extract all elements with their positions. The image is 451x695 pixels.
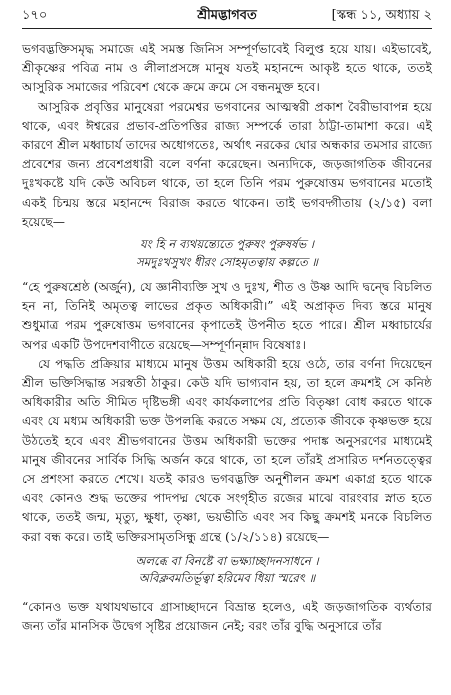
page-number: ১৭০ bbox=[22, 8, 48, 23]
verse-block-1 bbox=[22, 236, 432, 271]
paragraph-2: আসুরিক প্রবৃত্তির মানুষেরা পরমেশ্বর ভগবানের আত্মস্বরী প্রকাশ বৈরীভাবাপন্ন হয়ে থাকে, এবং ঈশ্বরের প্রভাব-প্রতিপত্তির রাজ্য সম্পর্কে তারা ঠাট্টা-তামাশা করে। এই কারণে শ্রীল মধ্বাচার্য তাদের অধোগতেঃ, অর্থাৎ নরকের ঘোর অন্ধকার তমসার রাজ্যে প্রবেশের জন্য প্রবেশপ্রধারী বলে বর্ণনা করেছেন। অন্যদিকে, জড়জাগতিক জীবনের দুঃখকষ্টে যদি কেউ অবিচল থাকে, তা হলে তিনি পরম পুরুষোত্তম ভগবানের মতোই একই চিন্ময় স্তরে মহানন্দে বিরাজ করতে থাকেন। তাই ভগবদ্গীতায় (২/১৫) বলা হয়েছে— bbox=[22, 99, 432, 229]
verse-block-2 bbox=[22, 553, 432, 588]
paragraph-4: যে পদ্ধতি প্রক্রিয়ার মাধ্যমে মানুষ উত্তম অধিকারী হয়ে ওঠে, তার বর্ণনা দিয়েছেন শ্রীল ভক্তিসিদ্ধান্ত সরস্বতী ঠাকুর। কেউ যদি ভাগ্যবান হয়, তা হলে ক্রমশই সে কনিষ্ঠ অধিকারীর অতি সীমিত দৃষ্টিভঙ্গী এবং কার্যকলাপের প্রতি বিতৃষ্ণা বোধ করতে থাকে এবং যে মধ্যম অধিকারী ভক্ত উপলব্ধি করতে সক্ষম যে, প্রত্যেক জীবকে কৃষ্ণভক্ত হয়ে উঠতেই হবে এবং শ্রীভগবানের উত্তম অধিকারী ভক্তের পদাঙ্ক অনুসরণের মাধ্যমেই মানুষ জীবনের সার্বিক সিদ্ধি অর্জন করে থাকে, তা হলে তাঁরই প্রসারিত দর্শনতত্ত্বের সে প্রশংসা করতে শেখে। যতই কারও ভগবদ্ভক্তি অনুশীলন ক্রমশ একাগ্র হতে থাকে এবং কোনও শুদ্ধ ভক্তের পাদপদ্ম থেকে সংগৃহীত রজের মাঝে বারংবার স্নাত হতে থাকে, ততই জন্ম, মৃত্যু, ক্ষুধা, তৃষ্ণা, ভয়ভীতি এবং সব কিছু ক্রমশই মনকে বিচলিত করা বন্ধ করে। তাই ভক্তিরসামৃতসিন্ধু গ্রন্থে (১/২/১১৪) রয়েছে— bbox=[22, 356, 432, 544]
verse-1-line-1: যং হি ন ব্যথয়ন্ত্যেতে পুরুষং পুরুষর্ষভ । bbox=[139, 237, 315, 252]
page-body bbox=[22, 40, 432, 636]
book-title: শ্রীমদ্ভাগবত bbox=[197, 8, 257, 23]
page-header bbox=[22, 6, 432, 29]
paragraph-5: “কোনও ভক্ত যথাযথভাবে গ্রাসাচ্ছাদনে বিভ্রান্ত হলেও, এই জড়জাগতিক ব্যর্থতার জন্য তাঁর মানসিক উদ্বেগ সৃষ্টির প্রয়োজন নেই; বরং তাঁর বুদ্ধি অনুসারে তাঁর bbox=[22, 599, 432, 634]
paragraph-3: “হে পুরুষশ্রেষ্ঠ (অর্জুন), যে জ্ঞানীব্যক্তি সুখ ও দুঃখ, শীত ও উষ্ণ আদি দ্বন্দ্বে বিচলিত হন না, তিনিই অমৃতত্ব লাভের প্রকৃত অধিকারী।” এই অপ্রাকৃত দিব্য স্তরে মানুষ শুধুমাত্র পরম পুরুষোত্তম ভগবানের কৃপাতেই উপনীত হতে পারে। শ্রীল মধ্বাচার্যের অপর একটি উপদেশবাণীতে রয়েছে—সম্পূর্ণান্ন্নাদ বিষেষাঃ। bbox=[22, 280, 432, 352]
paragraph-1: ভগবদ্ভক্তিসমৃদ্ধ সমাজে এই সমস্ত জিনিস সম্পূর্ণভাবেই বিলুপ্ত হয়ে যায়। এইভাবেই, শ্রীকৃষ্ণের পবিত্র নাম ও লীলাপ্রসঙ্গে মানুষ যতই মহানন্দে আকৃষ্ট হতে থাকে, ততই আসুরিক সমাজের পরিবেশ থেকে ক্রমে ক্রমে সে বন্ধনমুক্ত হবে। bbox=[22, 42, 432, 95]
verse-2-line-2: অবিক্লবমতির্ভূত্বা হরিমেব ধিয়া স্মরেৎ ॥ bbox=[138, 571, 316, 586]
verse-1-line-2: সমদুঃখসুখং ধীরং সোহমৃতত্বায় কল্পতে ॥ bbox=[136, 254, 318, 269]
section-reference: [স্কন্ধ ১১, অধ্যায় ২ bbox=[331, 8, 432, 23]
verse-2-line-1: অলব্ধে বা বিনষ্টে বা ভক্ষ্যাচ্ছাদনসাধনে । bbox=[135, 553, 319, 568]
